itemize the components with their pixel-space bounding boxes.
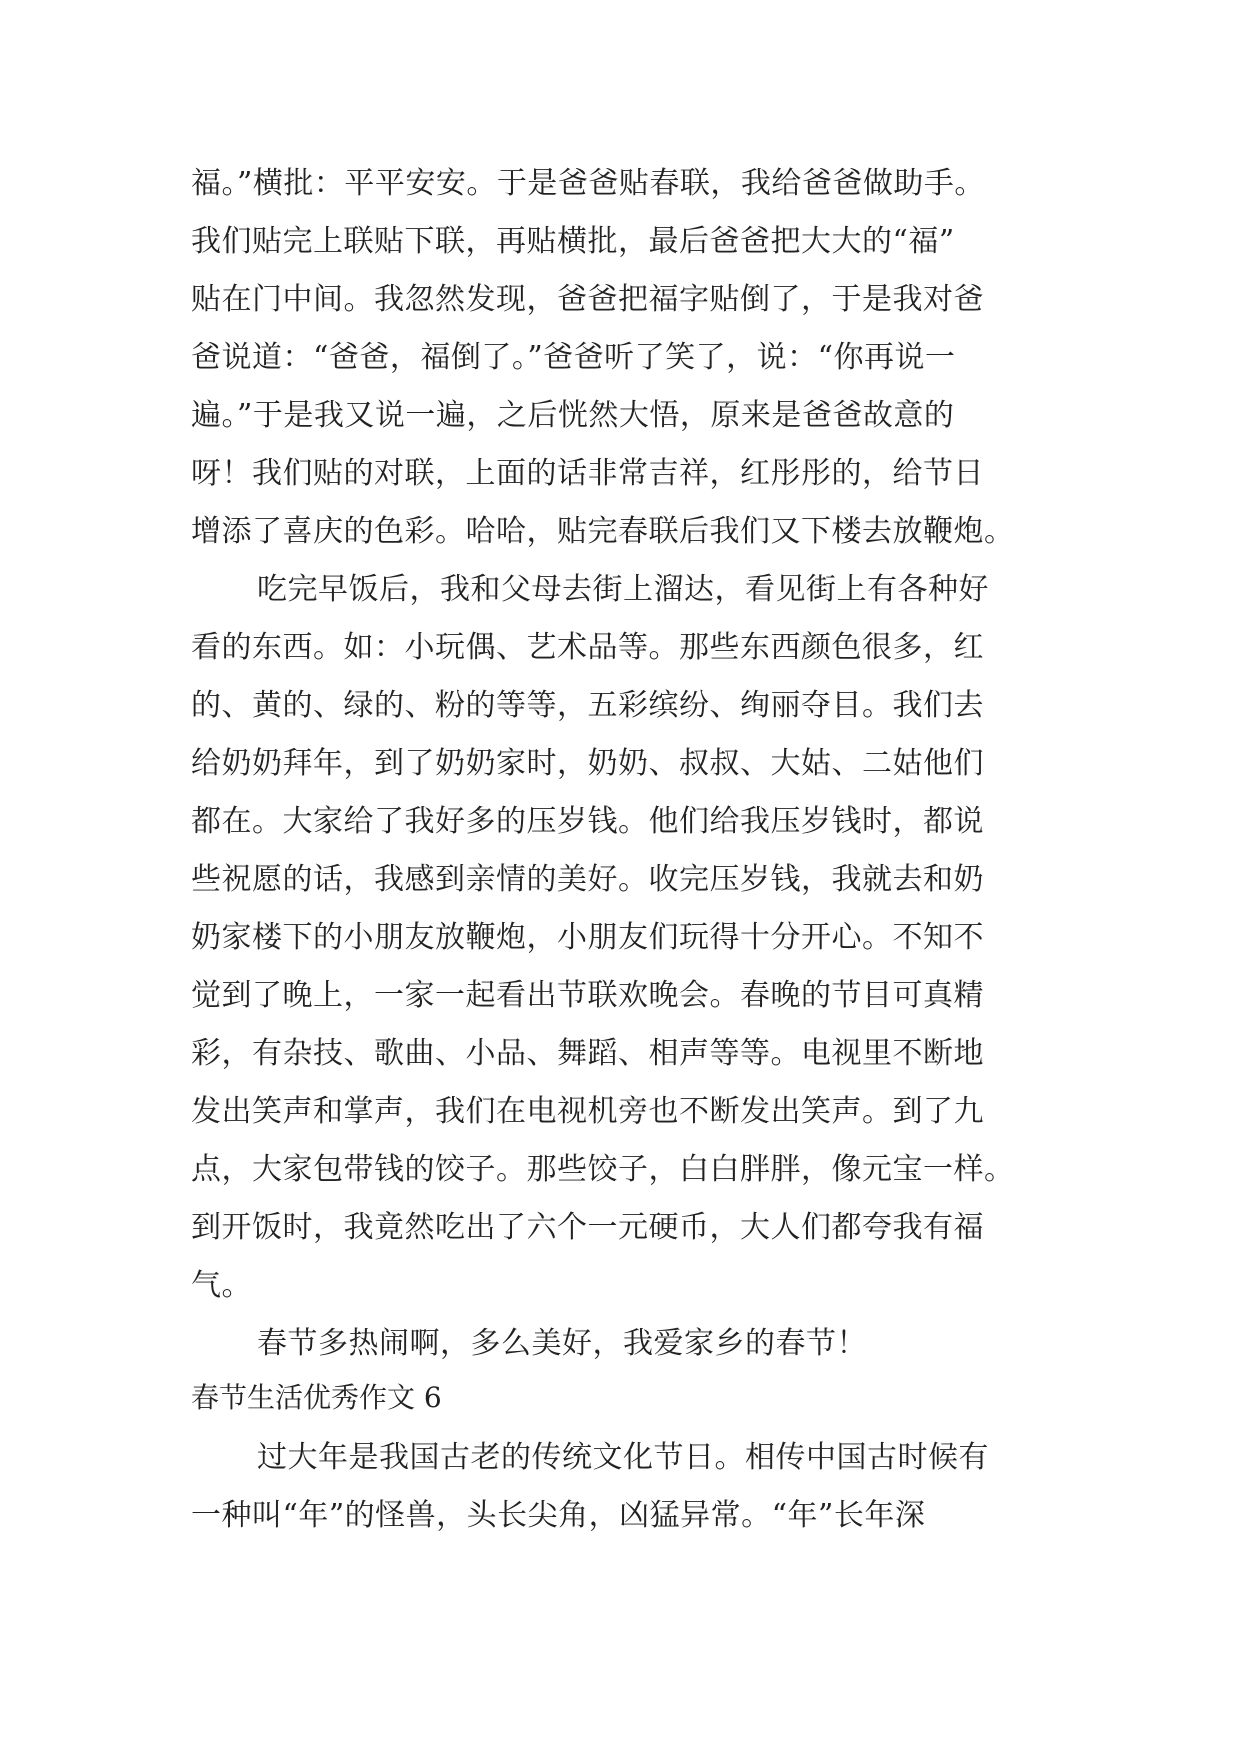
text-line: 遍。”于是我又说一遍，之后恍然大悟，原来是爸爸故意的	[191, 398, 955, 433]
text-line: 觉到了晚上，一家一起看出节联欢晚会。春晚的节目可真精	[191, 978, 984, 1013]
text-line: 增添了喜庆的色彩。哈哈，贴完春联后我们又下楼去放鞭炮。	[191, 514, 1015, 549]
text-line: 点，大家包带钱的饺子。那些饺子，白白胖胖，像元宝一样。	[191, 1152, 1015, 1187]
text-line: 爸说道：“爸爸，福倒了。”爸爸听了笑了，说：“你再说一	[191, 340, 956, 375]
text-line: 呀！我们贴的对联，上面的话非常吉祥，红彤彤的，给节日	[191, 456, 984, 491]
text-line: 春节多热闹啊，多么美好，我爱家乡的春节！	[257, 1326, 867, 1361]
text-line: 彩，有杂技、歌曲、小品、舞蹈、相声等等。电视里不断地	[191, 1036, 984, 1071]
text-line: 我们贴完上联贴下联，再贴横批，最后爸爸把大大的“福”	[191, 224, 955, 259]
paragraph-3	[191, 1315, 1059, 1373]
text-line: 吃完早饭后，我和父母去街上溜达，看见街上有各种好	[257, 572, 989, 607]
text-line: 都在。大家给了我好多的压岁钱。他们给我压岁钱时，都说	[191, 804, 984, 839]
text-line: 过大年是我国古老的传统文化节日。相传中国古时候有	[257, 1440, 989, 1475]
document-body	[191, 155, 1059, 1545]
text-line: 看的东西。如：小玩偶、艺术品等。那些东西颜色很多，红	[191, 630, 984, 665]
section-heading: 春节生活优秀作文 6	[191, 1381, 442, 1414]
paragraph-4	[191, 1429, 1059, 1545]
text-line: 气。	[191, 1268, 252, 1303]
text-line: 贴在门中间。我忽然发现，爸爸把福字贴倒了，于是我对爸	[191, 282, 984, 317]
text-line: 发出笑声和掌声，我们在电视机旁也不断发出笑声。到了九	[191, 1094, 984, 1129]
text-line: 给奶奶拜年，到了奶奶家时，奶奶、叔叔、大姑、二姑他们	[191, 746, 984, 781]
text-line: 的、黄的、绿的、粉的等等，五彩缤纷、绚丽夺目。我们去	[191, 688, 984, 723]
text-line: 一种叫“年”的怪兽，头长尖角，凶猛异常。“年”长年深	[191, 1498, 926, 1533]
paragraph-2	[191, 561, 1059, 1315]
text-line: 些祝愿的话，我感到亲情的美好。收完压岁钱，我就去和奶	[191, 862, 984, 897]
text-line: 奶家楼下的小朋友放鞭炮，小朋友们玩得十分开心。不知不	[191, 920, 984, 955]
paragraph-continuation	[191, 155, 1059, 561]
text-line: 到开饭时，我竟然吃出了六个一元硬币，大人们都夸我有福	[191, 1210, 984, 1245]
text-line: 福。”横批：平平安安。于是爸爸贴春联，我给爸爸做助手。	[191, 166, 985, 201]
